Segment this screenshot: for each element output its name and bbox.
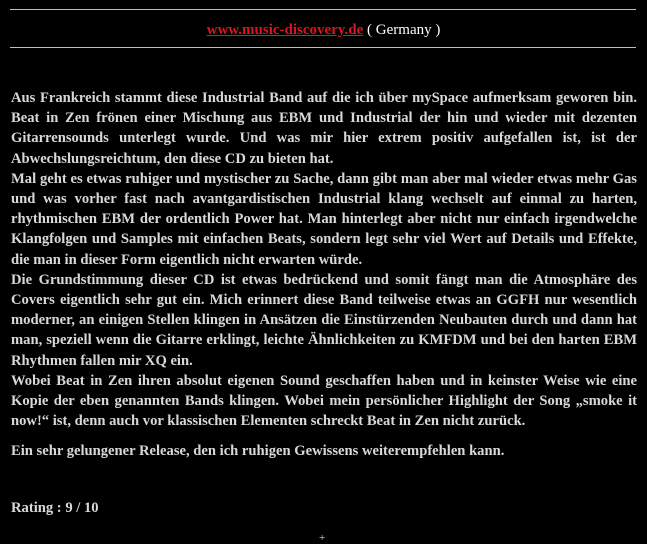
review-rating: Rating : 9 / 10 <box>11 500 99 516</box>
source-link[interactable]: www.music-discovery.de <box>206 22 364 38</box>
review-paragraph: Wobei Beat in Zen ihren absolut eigenen Sound geschaffen haben und in keinster Weise wie eine Kopie der eben genannten Bands klingen. Wobei mein persönlicher Highlight der Song „smoke it now!“ ist, denn auch vor klassischen Elementen schreckt Beat in Zen nicht zurück. <box>11 372 637 430</box>
bottom-mark: + <box>319 532 326 544</box>
review-paragraph: Aus Frankreich stammt diese Industrial Band auf die ich über mySpace aufmerksam geworen bin. Beat in Zen frönen einer Mischung aus EBM und Industrial der hin und wieder mit dezenten Gitarrensounds unterlegt wurde. Und was mir hier extrem positiv aufgefallen ist, ist der Abwechslungsreichtum, den diese CD zu bieten hat. <box>11 90 637 167</box>
review-text <box>11 88 637 462</box>
review-source <box>0 20 647 40</box>
review-paragraph: Die Grundstimmung dieser CD ist etwas bedrückend und somit fängt man die Atmosphäre des Covers eigentlich sehr gut ein. Mich erinnert diese Band teilweise etwas an GGFH nur wesentlich moderner, an einigen Stellen klingen in Ansätzen die Einstürzenden Neubauten durch und dann hat man, speziell wenn die Gitarre erklingt, leichte Ähnlichkeiten zu KMFDM und bei den harten EBM Rhythmen fallen mir XQ ein. <box>11 271 637 369</box>
review-paragraph: Mal geht es etwas ruhiger und mystischer zu Sache, dann gibt man aber mal wieder etwas mehr Gas und was vorher fast nach avantgardistischen Industrial klang wechselt auf einmal zu harten, rhythmischen EBM der ordentlich Power hat. Man hinterlegt aber nicht nur einfach irgendwelche Klangfolgen und Samples mit einfachen Beats, sondern legt sehr viel Wert auf Details und Effekte, die man in dieser Form eigentlich nicht erwarten würde. <box>11 170 637 268</box>
top-divider <box>10 9 636 10</box>
source-country: ( Germany ) <box>367 22 441 38</box>
bottom-divider <box>10 47 636 48</box>
review-paragraph: Ein sehr gelungener Release, den ich ruhigen Gewissens weiterempfehlen kann. <box>11 443 505 460</box>
